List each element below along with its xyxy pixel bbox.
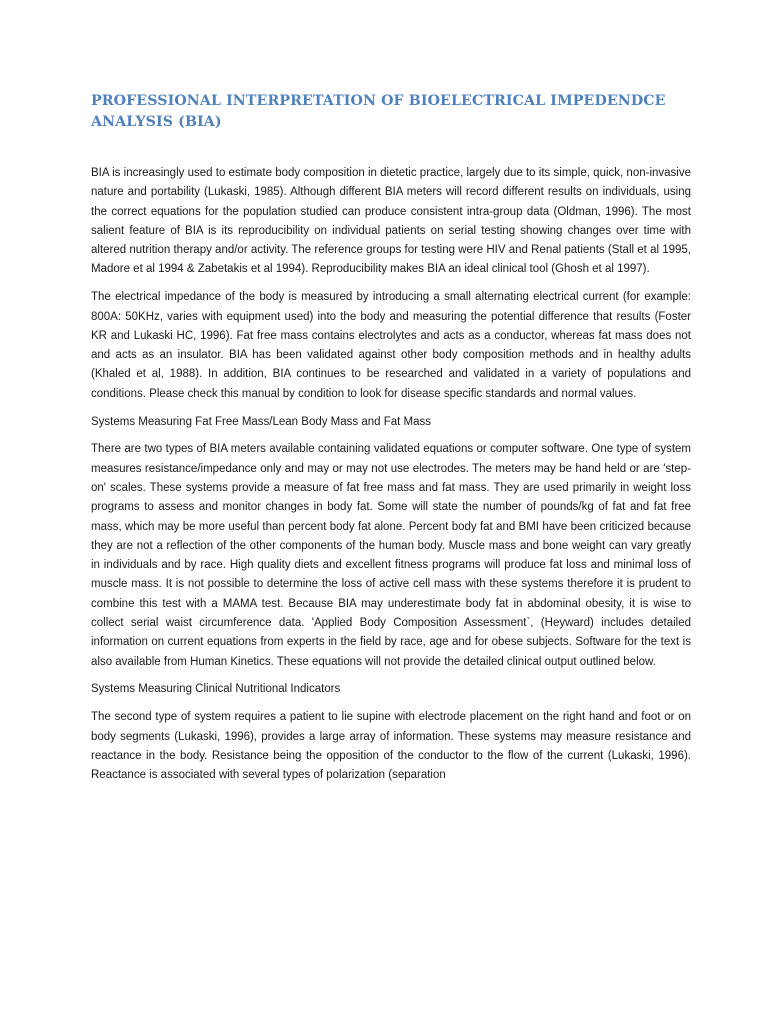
paragraph-second-system: The second type of system requires a patient to lie supine with electrode placement on the right hand and foot or on body segments (Lukaski, 1996), provides a large array of information. These systems may measure resistance and reactance in the body. Resistance being the opposition of the conductor to the flow of the current (Lukaski, 1996). Reactance is associated with several types of polarization (separation [91,711,691,782]
document-title: PROFESSIONAL INTERPRETATION OF BIOELECTRICAL IMPEDENDCE ANALYSIS (BIA) [91,93,666,130]
section-heading-clinical-indicators: Systems Measuring Clinical Nutritional Indicators [91,683,341,696]
paragraph-intro: BIA is increasingly used to estimate body composition in dietetic practice, largely due to its simple, quick, non-invasive nature and portability (Lukaski, 1985). Although different BIA meters will record different results on individuals, using the correct equations for the population studied can produce consistent intra-group data (Oldman, 1996). The most salient feature of BIA is its reproducibility on individual patients on serial testing showing changes over time with altered nutrition therapy and/or activity. The reference groups for testing were HIV and Renal patients (Stall et al 1995, Madore et al 1994 & Zabetakis et al 1994). Reproducibility makes BIA an ideal clinical tool (Ghosh et al 1997). [91,167,691,276]
paragraph-bia-meter-types: There are two types of BIA meters available containing validated equations or computer software. One type of system measures resistance/impedance only and may or may not use electrodes. The meters may be hand held or are 'step-on' scales. These systems provide a measure of fat free mass and fat mass. They are used primarily in weight loss programs to assess and monitor changes in body fat. Some will state the number of pounds/kg of fat and fat free mass, which may be more useful than percent body fat alone. Percent body fat and BMI have been criticized because they are not a reflection of the other components of the human body. Muscle mass and bone weight can vary greatly in individuals and by race. High quality diets and excellent fitness programs will produce fat loss and minimal loss of muscle mass. It is not possible to determine the loss of active cell mass with these systems therefore it is prudent to combine this test with a MAMA test. Because BIA may underestimate body fat in abdominal obesity, it is wise to collect serial waist circumference data. 'Applied Body Composition Assessment`, (Heyward) includes detailed information on current equations from experts in the field by race, age and for obese subjects. Software for the text is also available from Human Kinetics. These equations will not provide the detailed clinical output outlined below. [91,443,691,668]
document-body [91,164,691,794]
paragraph-impedance: The electrical impedance of the body is measured by introducing a small alternating electrical current (for example: 800A: 50KHz, varies with equipment used) into the body and measuring the potential difference that results (Foster KR and Lukaski HC, 1996). Fat free mass contains electrolytes and acts as a conductor, whereas fat mass does not and acts as an insulator. BIA has been validated against other body composition methods and in healthy adults (Khaled et al, 1988). In addition, BIA continues to be researched and validated in a variety of populations and conditions. Please check this manual by condition to look for disease specific standards and normal values. [91,291,691,400]
section-heading-fat-free-mass: Systems Measuring Fat Free Mass/Lean Body Mass and Fat Mass [91,415,432,428]
